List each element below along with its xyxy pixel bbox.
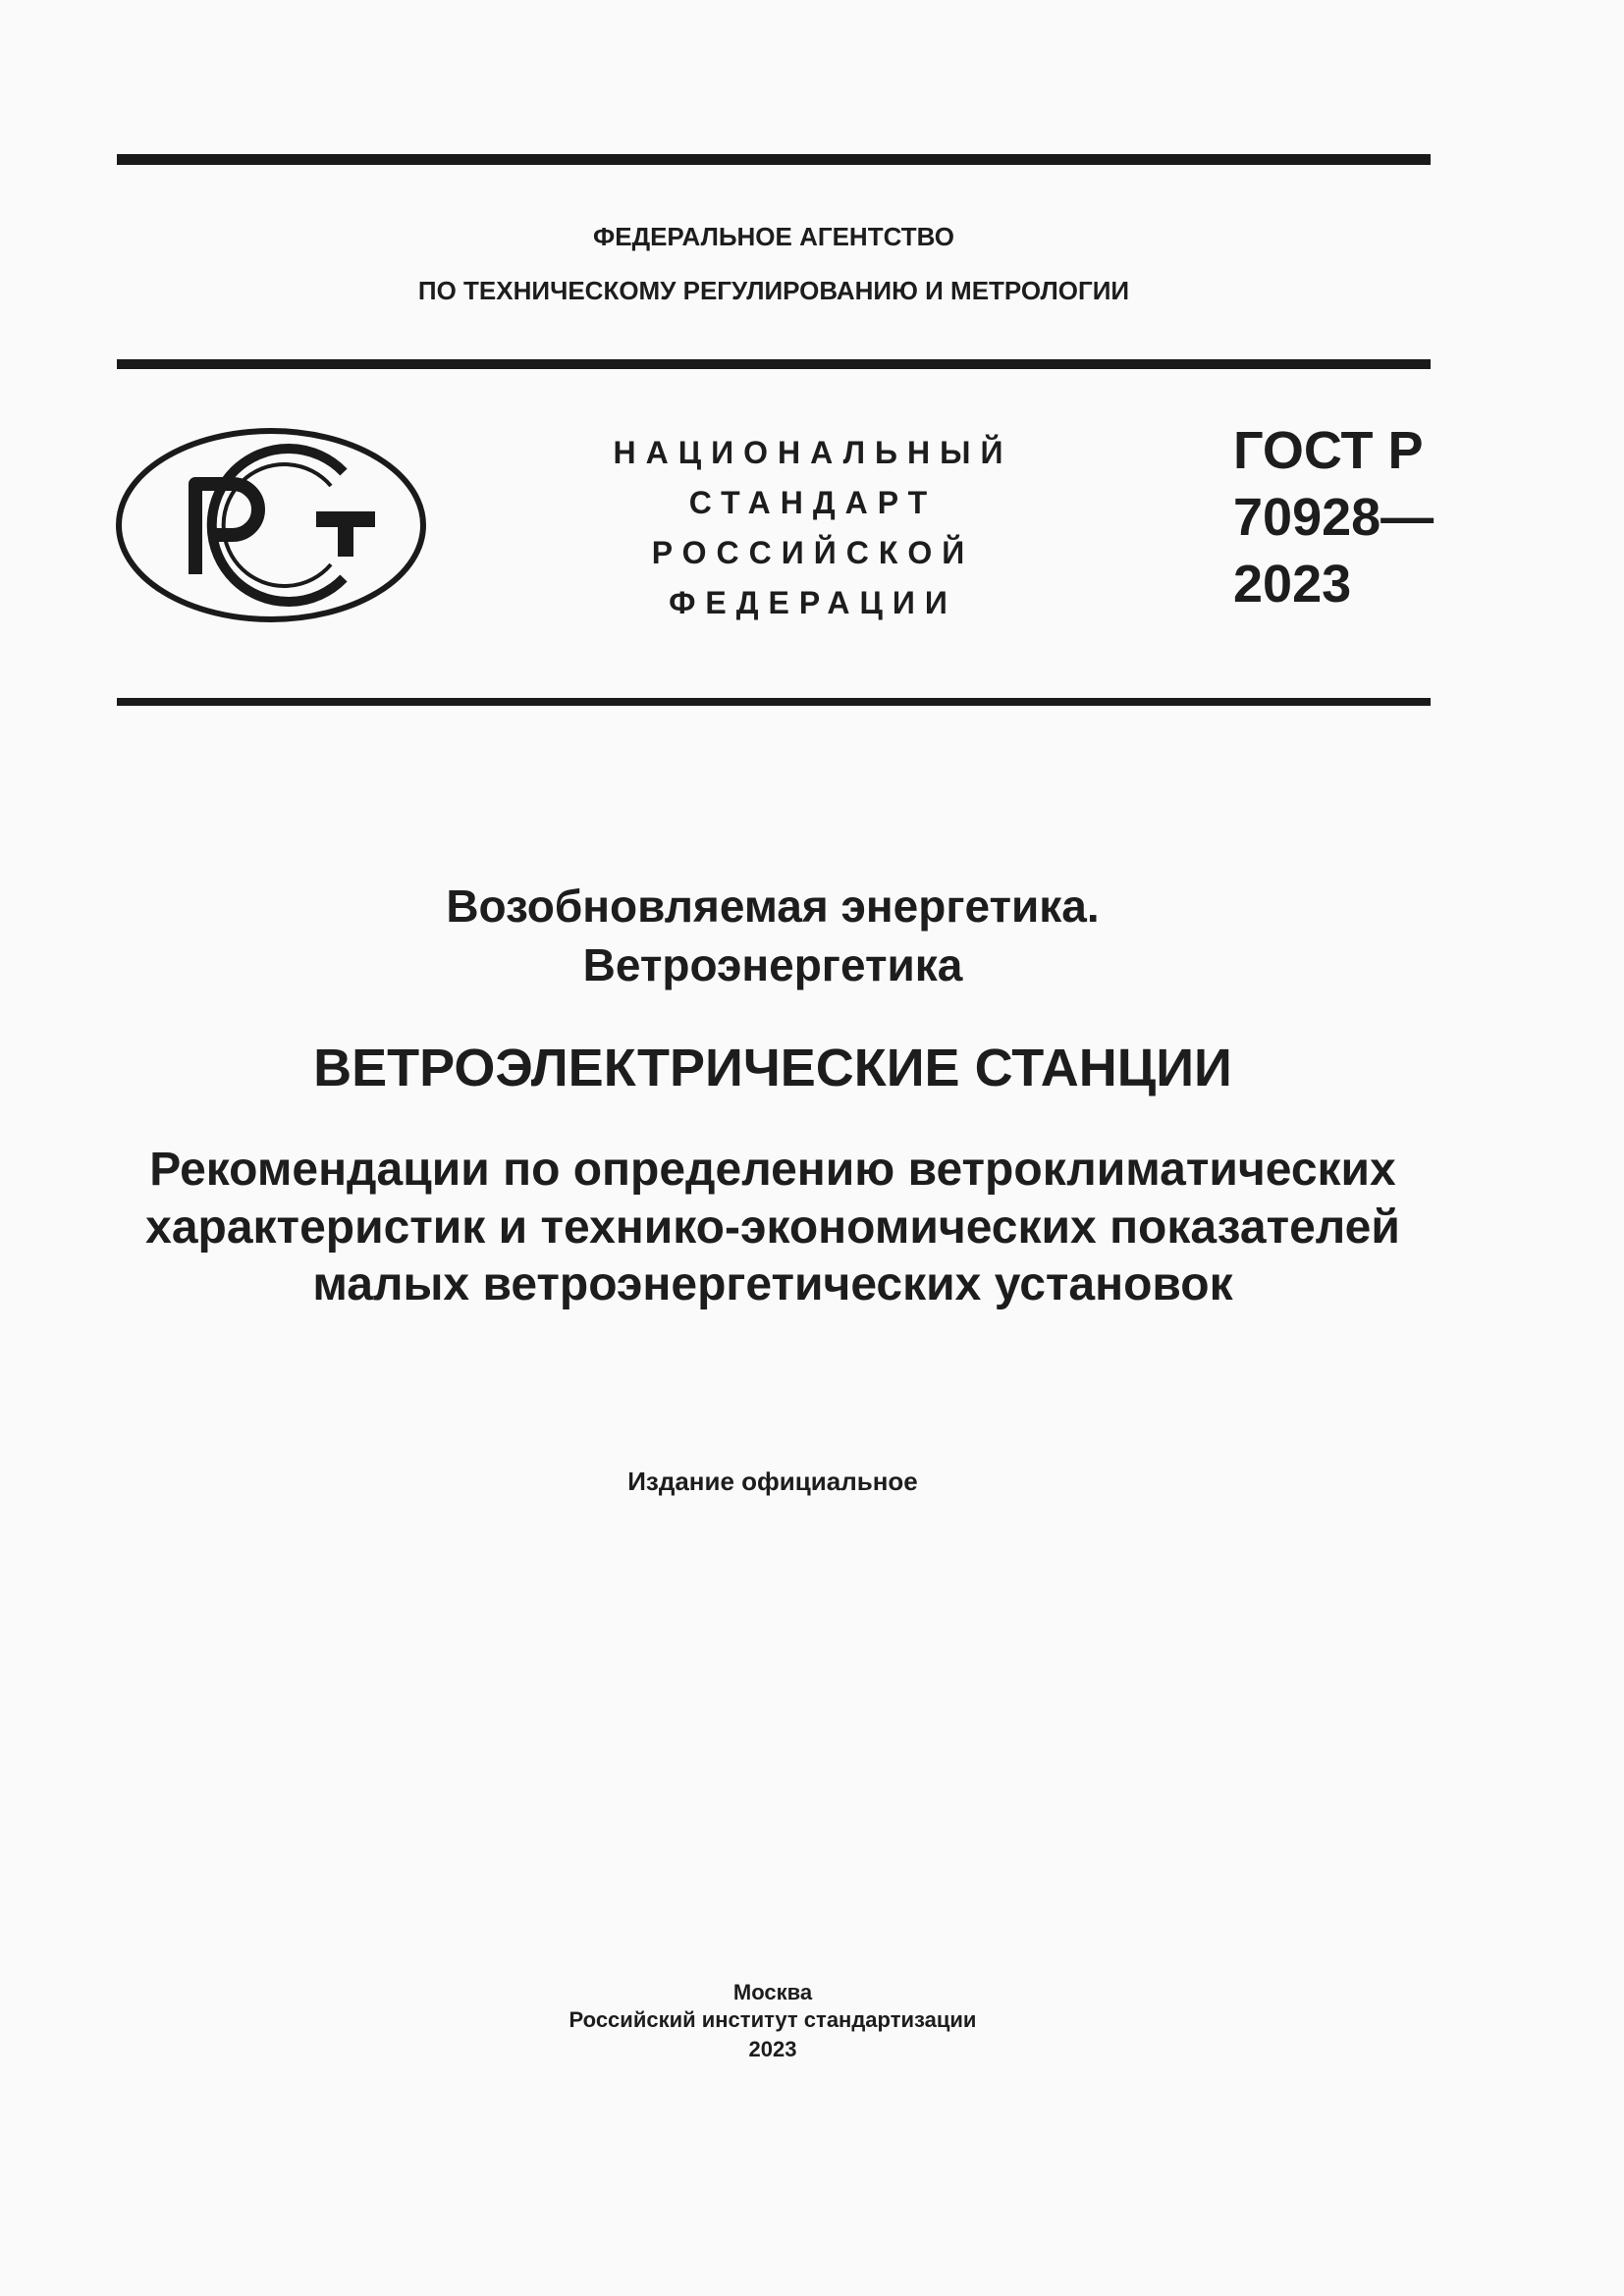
header-rule [117, 359, 1431, 369]
edition-label: Издание официальное [627, 1467, 918, 1496]
document-title-line2: Ветроэнергетика [582, 939, 963, 990]
document-subtitle-line2: характеристик и технико-экономических показателей [145, 1201, 1400, 1254]
document-main-title: ВЕТРОЭЛЕКТРИЧЕСКИЕ СТАНЦИИ [313, 1039, 1232, 1097]
document-title-line1: Возобновляемая энергетика. [446, 881, 1100, 932]
national-standard-line3: РОССИЙСКОЙ [651, 535, 975, 570]
national-standard-line4: ФЕДЕРАЦИИ [669, 585, 957, 620]
top-rule [117, 154, 1431, 165]
document-subtitle-line3: малых ветроэнергетических установок [312, 1258, 1233, 1310]
national-standard-line2: СТАНДАРТ [688, 485, 938, 520]
national-standard-line1: НАЦИОНАЛЬНЫЙ [613, 435, 1013, 470]
gost-designation-line1: ГОСТ Р [1233, 421, 1424, 480]
gost-designation-line2: 70928— [1233, 488, 1435, 547]
agency-name-line2: ПО ТЕХНИЧЕСКОМУ РЕГУЛИРОВАНИЮ И МЕТРОЛОГИИ [417, 276, 1130, 305]
masthead-bottom-rule [117, 698, 1431, 706]
gost-designation-line3: 2023 [1233, 555, 1352, 614]
footer-publisher: Российский институт стандартизации [568, 2007, 977, 2032]
document-subtitle-line1: Рекомендации по определению ветроклиматических [149, 1144, 1396, 1196]
footer-city: Москва [732, 1980, 813, 2004]
rst-certification-mark-icon [115, 427, 427, 623]
agency-name-line1: ФЕДЕРАЛЬНОЕ АГЕНТСТВО [593, 222, 954, 251]
footer-year: 2023 [748, 2037, 797, 2061]
